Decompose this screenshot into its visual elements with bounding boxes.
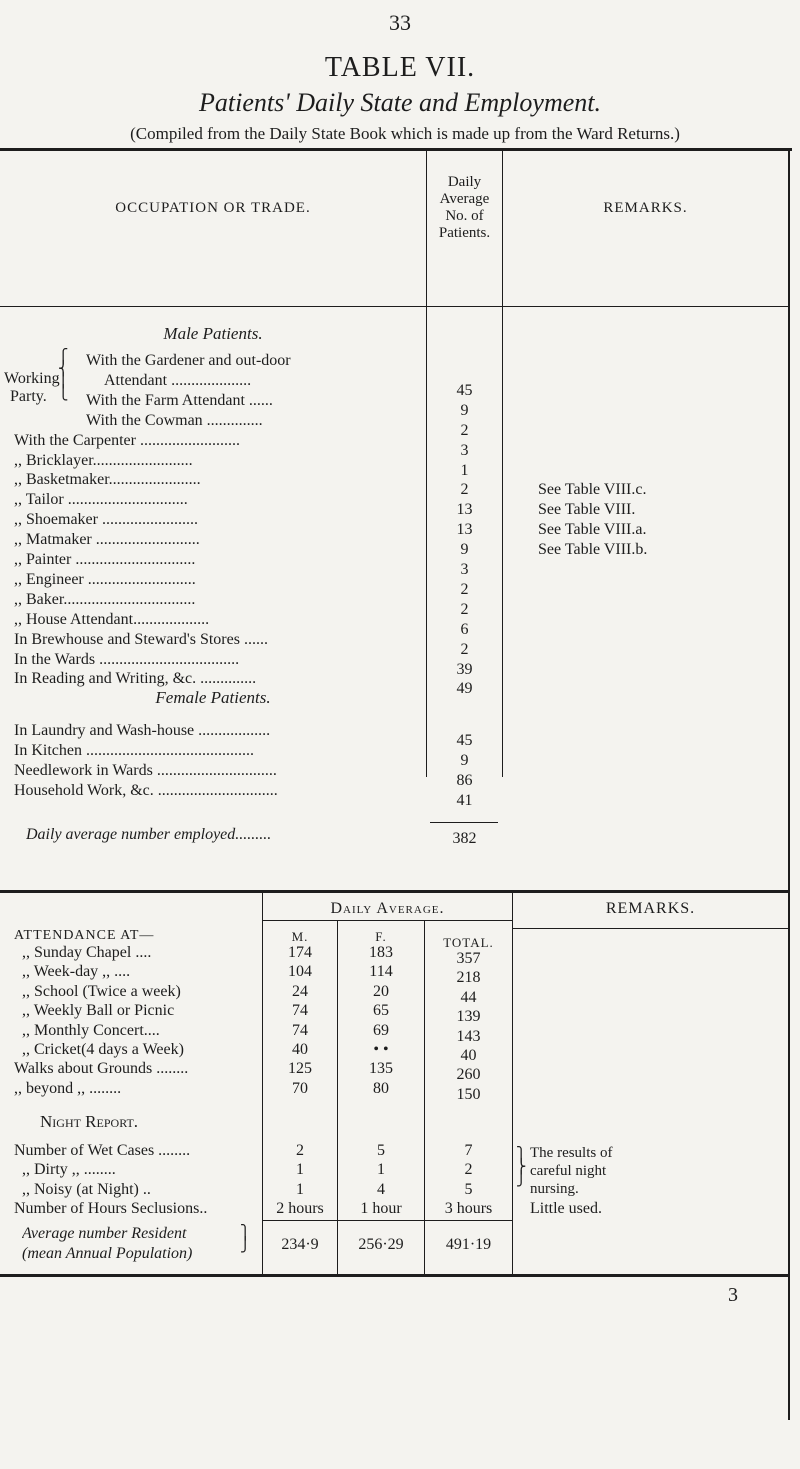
occupation-count: 86 xyxy=(456,771,473,789)
night-remarks: The results of careful night nursing. xyxy=(530,1145,613,1197)
working-party-brace: ⎧ ⎨ ⎪ ⎩ xyxy=(58,350,69,401)
table1-top-rule xyxy=(0,148,792,151)
night-report-row: ,, Noisy (at Night) .. xyxy=(22,1180,151,1198)
occupation-count: 9 xyxy=(460,401,469,419)
attendance-total: 143 xyxy=(456,1027,481,1045)
occupation-count: 2 xyxy=(460,421,469,439)
male-patients-heading: Male Patients. xyxy=(163,324,263,343)
occupation-count: 2 xyxy=(460,640,469,658)
occupation-count: 2 xyxy=(460,481,469,499)
occupation-row: ,, Engineer ........................... xyxy=(14,570,196,588)
occupation-count: 3 xyxy=(460,441,469,459)
occupation-count: 2 xyxy=(460,600,469,618)
table2-top-rule xyxy=(0,890,790,893)
night-report-heading: Night Report. xyxy=(40,1112,139,1131)
occupation-row: ,, Tailor .............................. xyxy=(14,491,188,509)
attendance-row: ,, Week-day ,, .... xyxy=(22,963,131,981)
attendance-male: 70 xyxy=(292,1079,308,1097)
night-report-male: 1 xyxy=(296,1161,304,1179)
attendance-total: 150 xyxy=(456,1085,481,1103)
col-male: M. xyxy=(291,929,309,944)
page-number: 33 xyxy=(389,10,411,35)
right-border xyxy=(788,150,790,1420)
occupation-row: With the Gardener and out-door xyxy=(86,352,291,369)
occupation-row: In the Wards ................................... xyxy=(14,650,240,668)
attendance-row: ,, Weekly Ball or Picnic xyxy=(22,1002,175,1020)
occupation-remark: See Table VIII.b. xyxy=(538,541,648,559)
night-report-female: 1 xyxy=(377,1161,385,1179)
occupation-row: With the Farm Attendant ...... xyxy=(86,391,273,409)
attendance-row: ,, beyond ,, ........ xyxy=(14,1079,122,1097)
col-female: F. xyxy=(375,929,387,944)
occupation-row: ,, Bricklayer......................... xyxy=(14,451,193,469)
occupation-row: ,, Shoemaker ........................ xyxy=(14,511,198,529)
attendance-male: 125 xyxy=(288,1060,312,1078)
col-total: TOTAL. xyxy=(443,935,494,950)
attendance-female: 69 xyxy=(373,1021,389,1039)
attendance-male: 174 xyxy=(288,944,312,961)
attendance-total: 260 xyxy=(456,1066,481,1084)
night-report-total: 7 xyxy=(464,1142,473,1159)
table2-resident-rule xyxy=(263,1220,512,1221)
night-report-female: 5 xyxy=(377,1142,385,1159)
occupation-count: 39 xyxy=(456,660,473,678)
attendance-female: 80 xyxy=(373,1079,389,1097)
page-number-bottom: 3 xyxy=(728,1284,738,1306)
night-report-female: 4 xyxy=(377,1180,385,1198)
attendance-female: • • xyxy=(373,1041,389,1058)
night-report-row: ,, Dirty ,, ........ xyxy=(22,1161,116,1179)
night-report-row: Number of Hours Seclusions.. xyxy=(14,1200,208,1218)
resident-total: 491·19 xyxy=(445,1236,492,1253)
occupation-row: With the Carpenter ......................... xyxy=(14,431,240,449)
attendance-row: ,, Monthly Concert.... xyxy=(22,1021,160,1039)
resident-male: 234·9 xyxy=(281,1236,319,1253)
attendance-male: 40 xyxy=(292,1041,308,1058)
attendance-total: 218 xyxy=(456,969,481,987)
occupation-row: ,, Matmaker .......................... xyxy=(14,531,200,549)
occupation-count: 49 xyxy=(456,680,473,698)
night-report-total: 5 xyxy=(464,1180,473,1198)
table1-divider-right xyxy=(502,150,503,777)
occupation-remark: See Table VIII.c. xyxy=(538,481,647,499)
night-report-female: 1 hour xyxy=(360,1200,402,1218)
occupation-row: In Reading and Writing, &c. .............. xyxy=(14,670,257,688)
occupation-count: 45 xyxy=(456,732,473,749)
occupation-count: 6 xyxy=(460,620,469,638)
header-daily-average-2: Daily Average. xyxy=(330,900,445,917)
working-party-label: Working Party. xyxy=(4,370,60,405)
average-resident-label: Average number Resident (mean Annual Population) xyxy=(22,1225,193,1262)
attendance-male: 74 xyxy=(292,1021,308,1039)
occupation-remark: See Table VIII. xyxy=(538,501,636,519)
attendance-female: 114 xyxy=(369,963,393,981)
table2-divider-remarks xyxy=(512,892,513,1274)
attendance-total: 40 xyxy=(460,1047,477,1064)
occupation-count: 9 xyxy=(460,541,469,559)
attendance-row: ,, Cricket(4 days a Week) xyxy=(22,1041,184,1058)
attendance-row: ,, Sunday Chapel .... xyxy=(22,944,152,961)
table-subtitle: Patients' Daily State and Employment. xyxy=(199,88,601,117)
occupation-remark: See Table VIII.a. xyxy=(538,521,647,539)
occupation-row: In Brewhouse and Steward's Stores ...... xyxy=(14,630,268,648)
header-remarks-2: REMARKS. xyxy=(605,900,696,917)
compilation-note: (Compiled from the Daily State Book which is made up from the Ward Returns.) xyxy=(130,124,680,143)
occupation-row: ,, Basketmaker....................... xyxy=(14,471,201,489)
attendance-total: 44 xyxy=(460,988,477,1006)
occupation-row: ,, House Attendant................... xyxy=(14,610,210,628)
night-remarks-brace: ⎫ ⎬ ⎭ xyxy=(516,1148,527,1187)
night-report-total: 3 hours xyxy=(444,1200,493,1218)
attendance-male: 104 xyxy=(288,963,312,981)
attendance-heading: ATTENDANCE AT— xyxy=(14,928,155,943)
attendance-male: 24 xyxy=(292,982,308,1000)
attendance-male: 74 xyxy=(292,1002,308,1020)
occupation-row: ,, Painter .............................. xyxy=(14,551,196,568)
attendance-female: 135 xyxy=(369,1060,393,1078)
occupation-count: 2 xyxy=(460,580,469,598)
daily-average-employed-value: 382 xyxy=(452,830,477,847)
table2-bottom-rule xyxy=(0,1274,790,1277)
night-report-male: 2 hours xyxy=(276,1200,324,1218)
daily-average-employed-label: Daily average number employed......... xyxy=(26,826,272,843)
occupation-row: Needlework in Wards .............................. xyxy=(14,761,277,779)
occupation-row: Household Work, &c. .............................. xyxy=(14,781,278,799)
night-report-row: Number of Wet Cases ........ xyxy=(14,1142,191,1159)
header-remarks: REMARKS. xyxy=(603,200,688,216)
night-report-male: 1 xyxy=(296,1180,304,1198)
table-title: TABLE VII. xyxy=(324,52,476,83)
occupation-row: With the Cowman .............. xyxy=(86,411,263,429)
occupation-count: 13 xyxy=(456,501,473,519)
header-occupation: OCCUPATION OR TRADE. xyxy=(115,200,311,216)
occupation-count: 41 xyxy=(456,791,473,809)
occupation-count: 9 xyxy=(460,751,469,769)
total-rule xyxy=(430,822,498,823)
attendance-female: 183 xyxy=(369,944,393,961)
seclusion-remark: Little used. xyxy=(530,1200,602,1217)
attendance-female: 65 xyxy=(373,1002,389,1020)
attendance-row: Walks about Grounds ........ xyxy=(14,1060,189,1078)
occupation-count: 45 xyxy=(456,381,473,399)
attendance-row: ,, School (Twice a week) xyxy=(22,982,181,1000)
occupation-count: 13 xyxy=(456,521,473,539)
night-report-male: 2 xyxy=(296,1142,304,1159)
resident-brace: ⎫ ⎭ xyxy=(240,1226,251,1253)
table1-header-rule xyxy=(0,306,790,307)
attendance-female: 20 xyxy=(373,982,389,1000)
resident-female: 256·29 xyxy=(358,1236,404,1253)
occupation-row: ,, Baker................................. xyxy=(14,590,196,608)
occupation-row: In Laundry and Wash-house .................. xyxy=(14,722,271,739)
occupation-count: 3 xyxy=(460,561,469,578)
header-daily-average: Daily Average No. of Patients. xyxy=(438,174,491,241)
occupation-row: Attendant .................... xyxy=(104,371,252,389)
occupation-row: In Kitchen .......................................... xyxy=(14,741,254,759)
attendance-total: 357 xyxy=(456,950,481,967)
table2-subheader-rule xyxy=(263,920,512,921)
female-patients-heading: Female Patients. xyxy=(155,688,271,707)
attendance-total: 139 xyxy=(456,1008,481,1026)
night-report-total: 2 xyxy=(464,1161,473,1179)
table2-remarks-rule xyxy=(513,928,788,929)
occupation-count: 1 xyxy=(460,461,469,479)
